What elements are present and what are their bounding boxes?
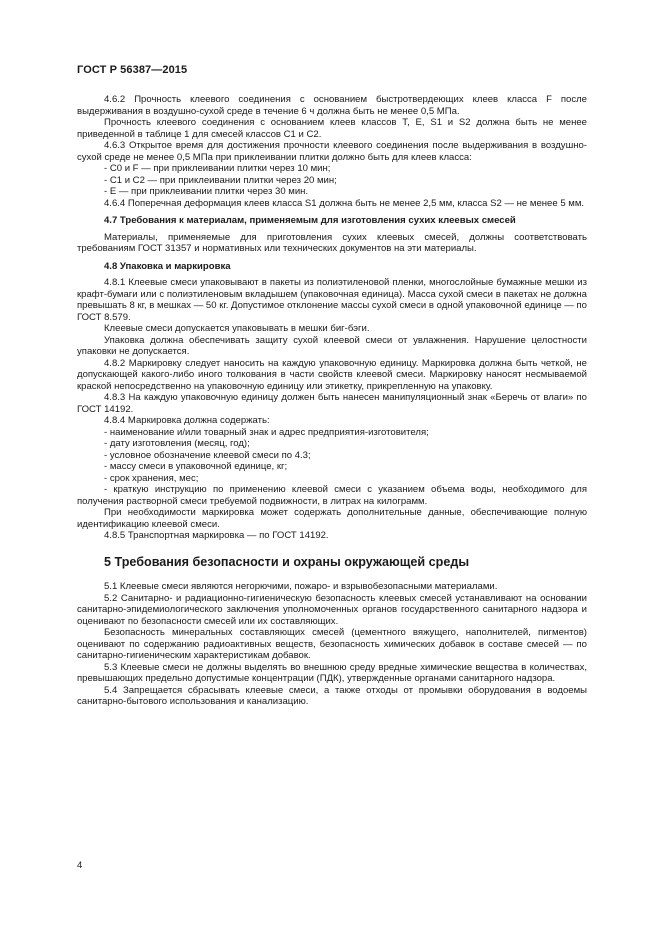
class-list	[77, 163, 587, 198]
paragraph: Материалы, применяемые для приготовления сухих клеевых смесей, должны соответствовать требованиям ГОСТ 31357 и нормативных или технических документов на эти материалы.	[77, 231, 587, 254]
paragraph-4-8-1: 4.8.1 Клеевые смеси упаковывают в пакеты из полиэтиленовой пленки, многослойные бумажные мешки из крафт-бумаги или с полиэтиленовым вкладышем (упаковочная единица). Масса сухой смеси в пакетах не должна превышать 8 кг, в мешках — 50 кг. Допустимое отклонение массы сухой смеси в одной упаковочной единице — по ГОСТ 8.579.	[77, 277, 587, 323]
paragraph-4-8-5: 4.8.5 Транспортная маркировка — по ГОСТ 14192.	[104, 530, 329, 541]
paragraph-5-4: 5.4 Запрещается сбрасывать клеевые смеси, а также отходы от промывки оборудования в водоемы санитарно-бытового использования и канализацию.	[77, 684, 587, 707]
list-item: - условное обозначение клеевой смеси по 4.3;	[104, 449, 311, 461]
paragraph: Клеевые смеси допускается упаковывать в мешки биг-бэги.	[104, 323, 370, 334]
list-item: - дату изготовления (месяц, год);	[104, 438, 250, 449]
paragraph-4-8-4: 4.8.4 Маркировка должна содержать:	[104, 415, 270, 426]
document-header: ГОСТ Р 56387—2015	[77, 64, 188, 76]
paragraph-5-1: 5.1 Клеевые смеси являются негорючими, пожаро- и взрывобезопасными материалами.	[104, 581, 498, 592]
list-item: - срок хранения, мес;	[104, 472, 199, 484]
list-item: - наименование и/или товарный знак и адрес предприятия-изготовителя;	[104, 426, 429, 438]
paragraph: Упаковка должна обеспечивать защиту сухой клеевой смеси от увлажнения. Нарушение целостности упаковки не допускается.	[77, 334, 587, 357]
paragraph-4-8-3: 4.8.3 На каждую упаковочную единицу должен быть нанесен манипуляционный знак «Беречь от влаги» по ГОСТ 14192.	[77, 392, 587, 415]
paragraph: Прочность клеевого соединения с основанием клеев классов T, E, S1 и S2 должна быть не менее приведенной в таблице 1 для смесей классов C1 и C2.	[77, 117, 587, 140]
section-heading-5: 5 Требования безопасности и охраны окружающей среды	[104, 554, 470, 569]
list-item: - E — при приклеивании плитки через 30 мин.	[104, 186, 309, 197]
marking-list	[77, 427, 587, 508]
paragraph-4-6-3: 4.6.3 Открытое время для достижения прочности клеевого соединения после выдерживания в воздушно-сухой среде не менее 0,5 МПа при приклеивании плитки должно быть для клеев класса:	[77, 140, 587, 163]
page-number: 4	[77, 860, 83, 871]
paragraph-4-6-4: 4.6.4 Поперечная деформация клеев класса S1 должна быть не менее 2,5 мм, класса S2 — не менее 5 мм.	[104, 197, 585, 209]
paragraph: Безопасность минеральных составляющих смесей (цементного вяжущего, наполнителей, пигментов) оценивают по содержанию радиоактивных веществ, безопасность химических добавок в составе смесей — по санитарно-гигиеническим характеристикам добавок.	[77, 627, 587, 661]
paragraph-4-8-2: 4.8.2 Маркировку следует наносить на каждую упаковочную единицу. Маркировка должна быть четкой, не допускающей какого-либо иного толкования в части свойств клеевой смеси. Маркировку наносят несмываемой краской непосредственно на упаковочную единицу или этикетку, прикрепленную на упаковку.	[77, 357, 587, 392]
document-body	[77, 94, 587, 708]
paragraph-5-2: 5.2 Санитарно- и радиационно-гигиеническую безопасность клеевых смесей устанавливают на основании санитарно-эпидемиологического заключения уполномоченных органов государственного санитарного надзора и оценивают по безопасности смесей или их составляющих.	[77, 592, 587, 627]
list-item: - массу смеси в упаковочной единице, кг;	[104, 461, 288, 472]
paragraph: При необходимости маркировка может содержать дополнительные данные, обеспечивающие полную идентификацию клеевой смеси.	[77, 507, 587, 530]
section-heading-4-7: 4.7 Требования к материалам, применяемым для изготовления сухих клеевых смесей	[104, 215, 516, 226]
paragraph-4-6-2: 4.6.2 Прочность клеевого соединения с основанием быстротвердеющих клеев класса F после выдерживания в воздушно-сухой среде в течение 6 ч должна быть не менее 0,5 МПа.	[77, 94, 587, 117]
list-item: - C0 и F — при приклеивании плитки через 10 мин;	[104, 163, 331, 174]
section-heading-4-8: 4.8 Упаковка и маркировка	[104, 260, 231, 272]
list-item: - краткую инструкцию по применению клеевой смеси с указанием объема воды, необходимого для получения растворной смеси требуемой подвижности, в литрах на килограмм.	[77, 484, 587, 507]
paragraph-5-3: 5.3 Клеевые смеси не должны выделять во внешнюю среду вредные химические вещества в количествах, превышающих предельно допустимые концентрации (ПДК), утвержденные органами санитарного надзора.	[77, 661, 587, 684]
list-item: - C1 и C2 — при приклеивании плитки через 20 мин;	[104, 174, 337, 186]
